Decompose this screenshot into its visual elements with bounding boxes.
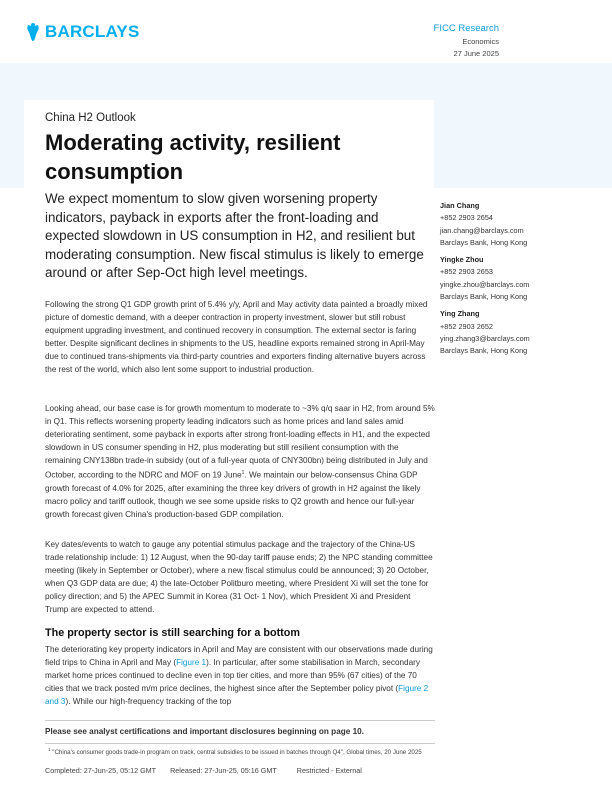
author-list bbox=[440, 200, 530, 363]
released-time: Released: 27-Jun-25, 05:16 GMT bbox=[170, 766, 277, 775]
figure-2-3-link[interactable]: Figure 2 and 3 bbox=[45, 684, 429, 706]
division-label: FICC Research bbox=[433, 23, 499, 34]
author-card bbox=[440, 254, 530, 303]
author-org: Barclays Bank, Hong Kong bbox=[440, 237, 528, 247]
report-kicker: China H2 Outlook bbox=[45, 112, 136, 124]
paragraph-text: ). While our high-frequency tracking of the top bbox=[65, 697, 232, 706]
paragraph-text: The deteriorating key property indicators in April and May are consistent with our observations made during field trips to China in April and May ( bbox=[45, 645, 433, 667]
brand-name: BARCLAYS bbox=[45, 22, 140, 41]
completion-meta bbox=[45, 766, 374, 775]
page-title: Moderating activity, resilient consumption bbox=[45, 130, 341, 184]
publish-date: 27 June 2025 bbox=[453, 49, 499, 58]
classification-label: Restricted - External bbox=[296, 766, 362, 775]
author-phone: +852 2903 2654 bbox=[440, 213, 493, 223]
author-phone: +852 2903 2652 bbox=[440, 321, 493, 331]
author-email[interactable]: jian.chang@barclays.com bbox=[440, 225, 524, 235]
paragraph-text: . We maintain our below-consensus China GDP growth forecast of 4.0% for 2025, after examining the three key drivers of growth in H2 against the likely macro policy and tariff outlook, though we see some upside risks to Q2 growth and hence our full-year growth forecast given China's production-based GDP compilation. bbox=[45, 470, 421, 519]
author-org: Barclays Bank, Hong Kong bbox=[440, 292, 528, 302]
body-paragraph-3: Key dates/events to watch to gauge any potential stimulus package and the trajectory of the China-US trade relationship include: 1) 12 August, when the 90-day tariff pause ends; 2) the NPC standing committee meeting (likely in September or October), where a new fiscal stimulus could be announced; 3) 20 October, when Q3 GDP data are due; 4) the late-October Politburo meeting, where President Xi will set the tone for policy direction; and 5) the APEC Summit in Korea (31 Oct- 1 Nov), which President Xi and President Trump are expected to attend. bbox=[45, 540, 433, 614]
paragraph-text: ). In particular, after some stabilisation in March, secondary market home prices continued to decline even in top tier cities, and more than 95% (67 cities) of the 70 cities that we track posted m/m price declines, the highest since after the September policy pivot ( bbox=[45, 658, 420, 693]
disclosure-notice: Please see analyst certifications and important disclosures beginning on page 10. bbox=[45, 720, 435, 744]
author-email[interactable]: ying.zhang3@barclays.com bbox=[440, 333, 530, 343]
body-paragraph-2 bbox=[45, 402, 435, 521]
author-email[interactable]: yingke.zhou@barclays.com bbox=[440, 279, 530, 289]
footnote-number: 1 bbox=[48, 747, 51, 752]
barclays-logo bbox=[26, 22, 140, 42]
completed-time: Completed: 27-Jun-25, 05:12 GMT bbox=[45, 766, 157, 775]
section-heading: The property sector is still searching for a bottom bbox=[45, 627, 300, 639]
author-card bbox=[440, 200, 530, 249]
paragraph-text: Looking ahead, our base case is for growth momentum to moderate to ~3% q/q saar in H2, from around 5% in Q1. This reflects worsening property leading indicators such as home prices and land sales amid deteriorating sentiment, some payback in exports after strong front-loading effects in H1, and the expected slowdown in US consumer spending in H2, plus moderating but still resilient consumption with the remaining CNY138bn trade-in subsidy (out of a full-year quota of CNY300bn) being distributed in July and October, according to the NDRC and MOF on 19 June bbox=[45, 404, 435, 480]
author-name: Ying Zhang bbox=[440, 309, 480, 319]
author-card bbox=[440, 308, 530, 357]
footnote-text: "China's consumer goods trade-in program on track, central subsidies to be issued in batches through Q4", Global times, 20 June 2025 bbox=[52, 749, 422, 757]
author-name: Jian Chang bbox=[440, 201, 480, 210]
section-label: Economics bbox=[462, 37, 499, 46]
body-paragraph-4 bbox=[45, 643, 435, 708]
lead-paragraph: We expect momentum to slow given worsening property indicators, payback in exports after the front-loading and expected slowdown in US consumption in H2, and resilient but moderating consumption. New fiscal stimulus is likely to emerge around or after Sep-Oct high level meetings. bbox=[45, 191, 424, 281]
header-meta bbox=[434, 22, 499, 60]
footnote bbox=[48, 745, 433, 758]
figure-1-link[interactable]: Figure 1 bbox=[176, 658, 207, 667]
body-paragraph-1: Following the strong Q1 GDP growth print of 5.4% y/y, April and May activity data painted a broadly mixed picture of domestic demand, with a deeper contraction in property investment, slower but still robust equipment upgrading investment, and continued recovery in consumption. The external sector is faring better. Despite significant declines in shipments to the US, headline exports remained strong in April-May due to continued trans-shipments via third-party countries and exporters finding alternative buyers across the rest of the world, which also lent some support to industrial production. bbox=[45, 300, 428, 374]
footnote-ref[interactable]: 1 bbox=[241, 470, 245, 476]
author-name: Yingke Zhou bbox=[440, 255, 484, 265]
author-org: Barclays Bank, Hong Kong bbox=[440, 346, 528, 356]
eagle-icon bbox=[26, 22, 40, 42]
author-phone: +852 2903 2653 bbox=[440, 267, 493, 277]
